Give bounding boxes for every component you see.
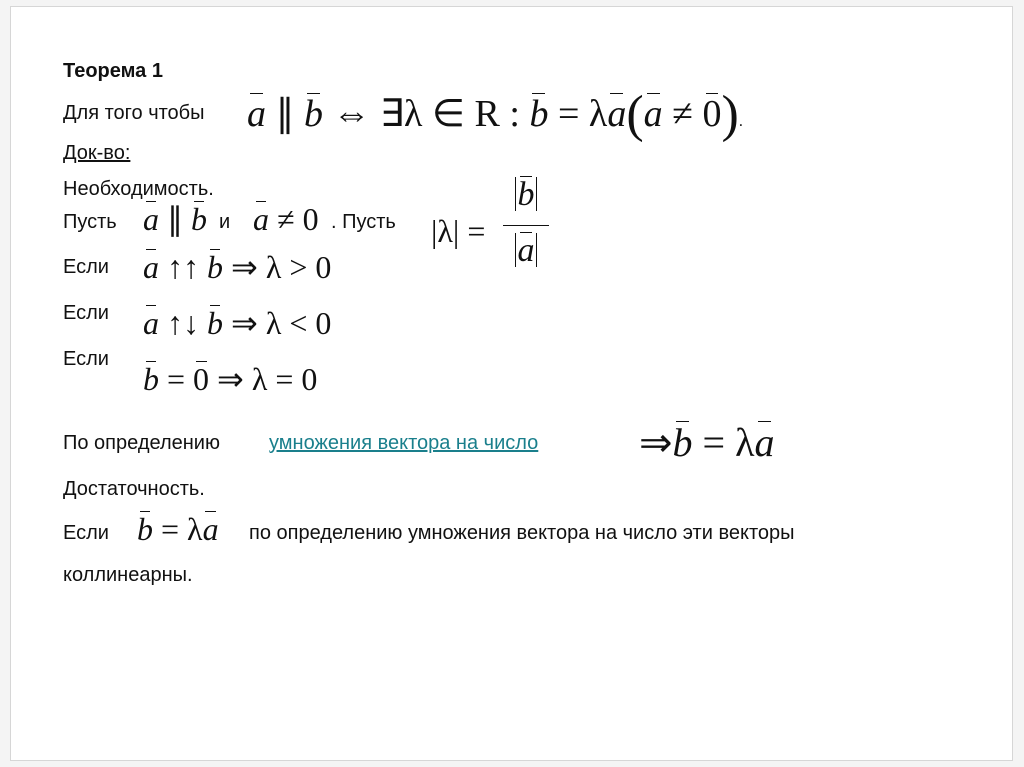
period: .: [738, 112, 743, 130]
abs-lambda: |λ| =: [431, 213, 486, 249]
if-label-4: Если: [63, 522, 109, 544]
implies-symbol: ⇒: [639, 420, 673, 465]
definition-link[interactable]: умножения вектора на число: [269, 432, 539, 454]
exists-lambda: ∃λ ∈ R :: [380, 92, 520, 135]
proof-label: Док-во:: [63, 142, 131, 164]
vector-b: b: [517, 175, 535, 213]
equals-lambda: = λ: [161, 511, 203, 547]
implies-negative: ⇒ λ < 0: [231, 305, 332, 341]
equals-lambda: = λ: [702, 420, 755, 465]
vector-a: a: [202, 511, 219, 547]
zero-vector-formula: [143, 363, 317, 395]
by-definition-label: По определению: [63, 432, 220, 454]
nonzero-formula: [253, 203, 319, 235]
equals-symbol: =: [167, 361, 186, 397]
fraction-line: [503, 225, 549, 226]
implies-positive: ⇒ λ > 0: [231, 249, 332, 285]
vector-a: a: [143, 249, 159, 285]
vector-a: a: [643, 92, 663, 135]
vector-a: a: [754, 420, 775, 465]
vector-b: b: [137, 511, 153, 547]
necessity-label: Необходимость.: [63, 178, 214, 200]
vector-a: a: [247, 92, 266, 135]
result-formula: [639, 420, 775, 465]
conclusion-line-1: по определению умножения вектора на число эти векторы: [249, 522, 795, 544]
opposite-arrows: ↑↓: [167, 305, 199, 341]
theorem-formula: [247, 86, 743, 143]
vector-b: b: [207, 305, 223, 341]
magnitude-fraction: [503, 177, 549, 287]
if-label-2: Если: [63, 302, 109, 324]
condition-label: Для того чтобы: [63, 102, 205, 124]
sufficiency-label: Достаточность.: [63, 478, 205, 500]
neq-zero: ≠ 0: [277, 201, 319, 237]
vector-a: a: [143, 305, 159, 341]
parallel-symbol: ∥: [167, 201, 183, 237]
vector-b: b: [191, 201, 207, 237]
vector-b: b: [304, 92, 323, 135]
vector-b: b: [143, 361, 159, 397]
parallel-formula: [143, 203, 207, 235]
if-label-1: Если: [63, 256, 109, 278]
iff-symbol: ⇔: [332, 92, 371, 135]
vector-a: a: [517, 231, 535, 269]
vector-b: b: [672, 420, 693, 465]
vector-b: b: [529, 92, 549, 135]
and-label: и: [219, 211, 231, 233]
vector-b: b: [207, 249, 223, 285]
paren-close: ): [721, 86, 739, 143]
let-label-2: . Пусть: [331, 211, 396, 233]
if-label-3: Если: [63, 348, 109, 370]
fraction-denominator: [503, 233, 549, 268]
parallel-symbol: ∥: [275, 92, 295, 135]
oppositely-directed-formula: [143, 307, 331, 339]
fraction-numerator: [503, 177, 549, 212]
implies-zero: ⇒ λ = 0: [217, 361, 318, 397]
vector-a: a: [143, 201, 159, 237]
vector-a: a: [607, 92, 627, 135]
paren-open: (: [626, 86, 644, 143]
let-label: Пусть: [63, 211, 117, 233]
zero-vector: 0: [702, 92, 722, 135]
theorem-title: Теорема 1: [63, 60, 163, 82]
neq-symbol: ≠: [672, 92, 693, 135]
codirected-arrows: ↑↑: [167, 249, 199, 285]
equals-lambda: = λ: [557, 92, 608, 135]
zero-vector: 0: [193, 361, 210, 397]
sufficiency-formula: [137, 513, 219, 545]
vector-a: a: [253, 201, 269, 237]
slide: [10, 6, 1013, 761]
codirected-formula: [143, 251, 331, 283]
conclusion-line-2: коллинеарны.: [63, 564, 193, 586]
